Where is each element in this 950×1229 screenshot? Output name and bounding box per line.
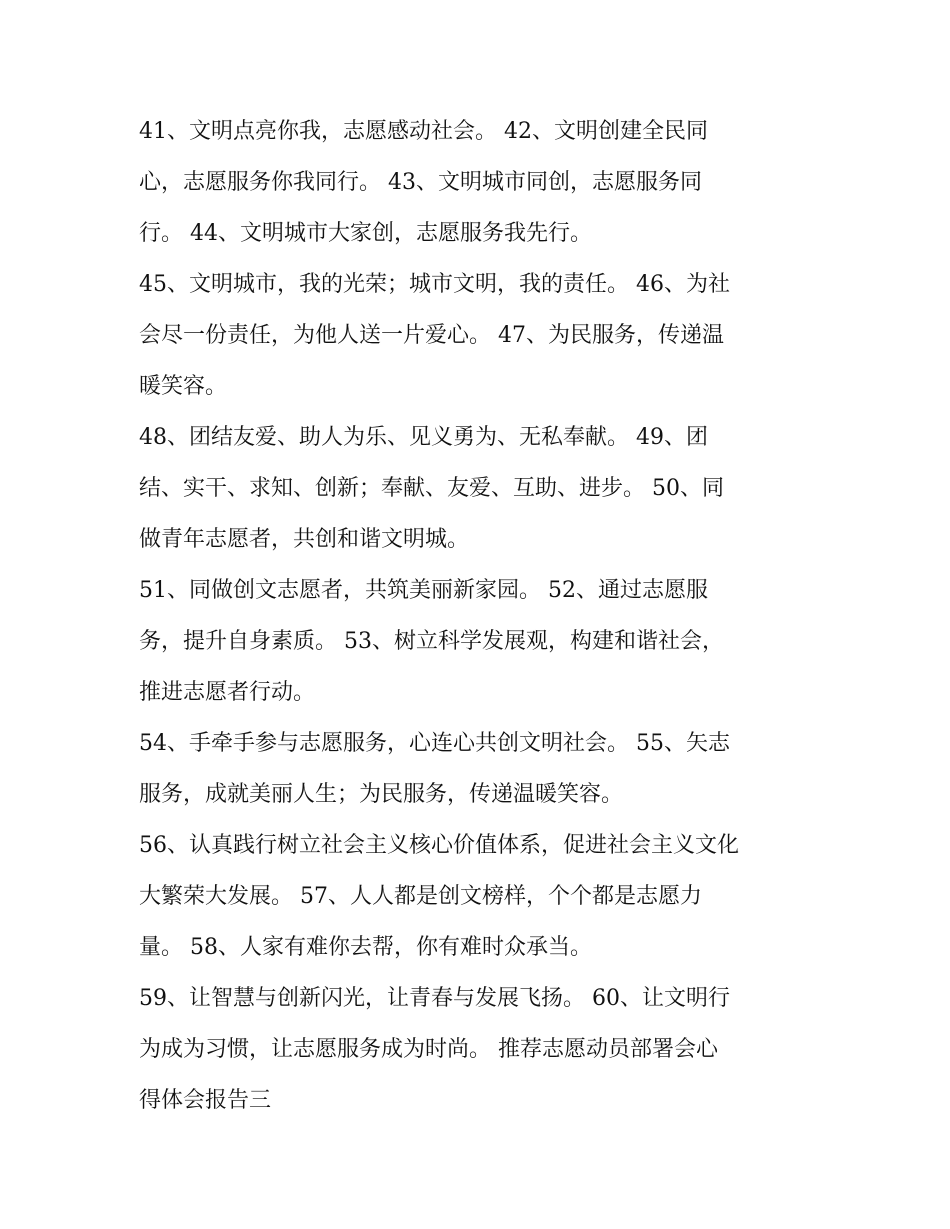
paragraph-slogans-48-50 xyxy=(139,412,819,565)
text-line: 56、认真践行树立社会主义核心价值体系，促进社会主义文化 xyxy=(139,833,739,858)
text-line: 54、手牵手参与志愿服务，心连心共创文明社会。 55、矢志 xyxy=(139,731,730,756)
text-line: 59、让智慧与创新闪光，让青春与发展飞扬。 60、让文明行 xyxy=(139,986,730,1011)
text-line: 会尽一份责任，为他人送一片爱心。 47、为民服务，传递温 xyxy=(139,323,724,348)
text-line: 暖笑容。 xyxy=(139,374,228,399)
text-line: 心，志愿服务你我同行。 43、文明城市同创，志愿服务同 xyxy=(139,170,702,195)
text-line: 大繁荣大发展。 57、人人都是创文榜样，个个都是志愿力 xyxy=(139,884,702,909)
text-line: 推进志愿者行动。 xyxy=(139,680,316,705)
text-line: 51、同做创文志愿者，共筑美丽新家园。 52、通过志愿服 xyxy=(139,578,708,603)
text-line: 做青年志愿者，共创和谐文明城。 xyxy=(139,527,470,552)
text-line: 服务，成就美丽人生；为民服务，传递温暖笑容。 xyxy=(139,782,624,807)
paragraph-slogans-54-55 xyxy=(139,718,819,820)
text-line: 得体会报告三 xyxy=(139,1088,272,1113)
paragraph-slogans-59-60 xyxy=(139,973,819,1126)
text-line: 48、团结友爱、助人为乐、见义勇为、无私奉献。 49、团 xyxy=(139,425,708,450)
text-line: 为成为习惯，让志愿服务成为时尚。 推荐志愿动员部署会心 xyxy=(139,1037,718,1062)
paragraph-slogans-56-58 xyxy=(139,820,819,973)
text-line: 务，提升自身素质。 53、树立科学发展观，构建和谐社会， xyxy=(139,629,724,654)
text-line: 45、文明城市，我的光荣；城市文明，我的责任。 46、为社 xyxy=(139,272,730,297)
text-line: 结、实干、求知、创新；奉献、友爱、互助、进步。 50、同 xyxy=(139,476,724,501)
paragraph-slogans-51-53 xyxy=(139,565,819,718)
document-body xyxy=(139,106,819,1126)
text-line: 41、文明点亮你我，志愿感动社会。 42、文明创建全民同 xyxy=(139,119,708,144)
text-line: 量。 58、人家有难你去帮，你有难时众承当。 xyxy=(139,935,592,960)
paragraph-slogans-41-44 xyxy=(139,106,819,259)
paragraph-slogans-45-47 xyxy=(139,259,819,412)
text-line: 行。 44、文明城市大家创，志愿服务我先行。 xyxy=(139,221,592,246)
